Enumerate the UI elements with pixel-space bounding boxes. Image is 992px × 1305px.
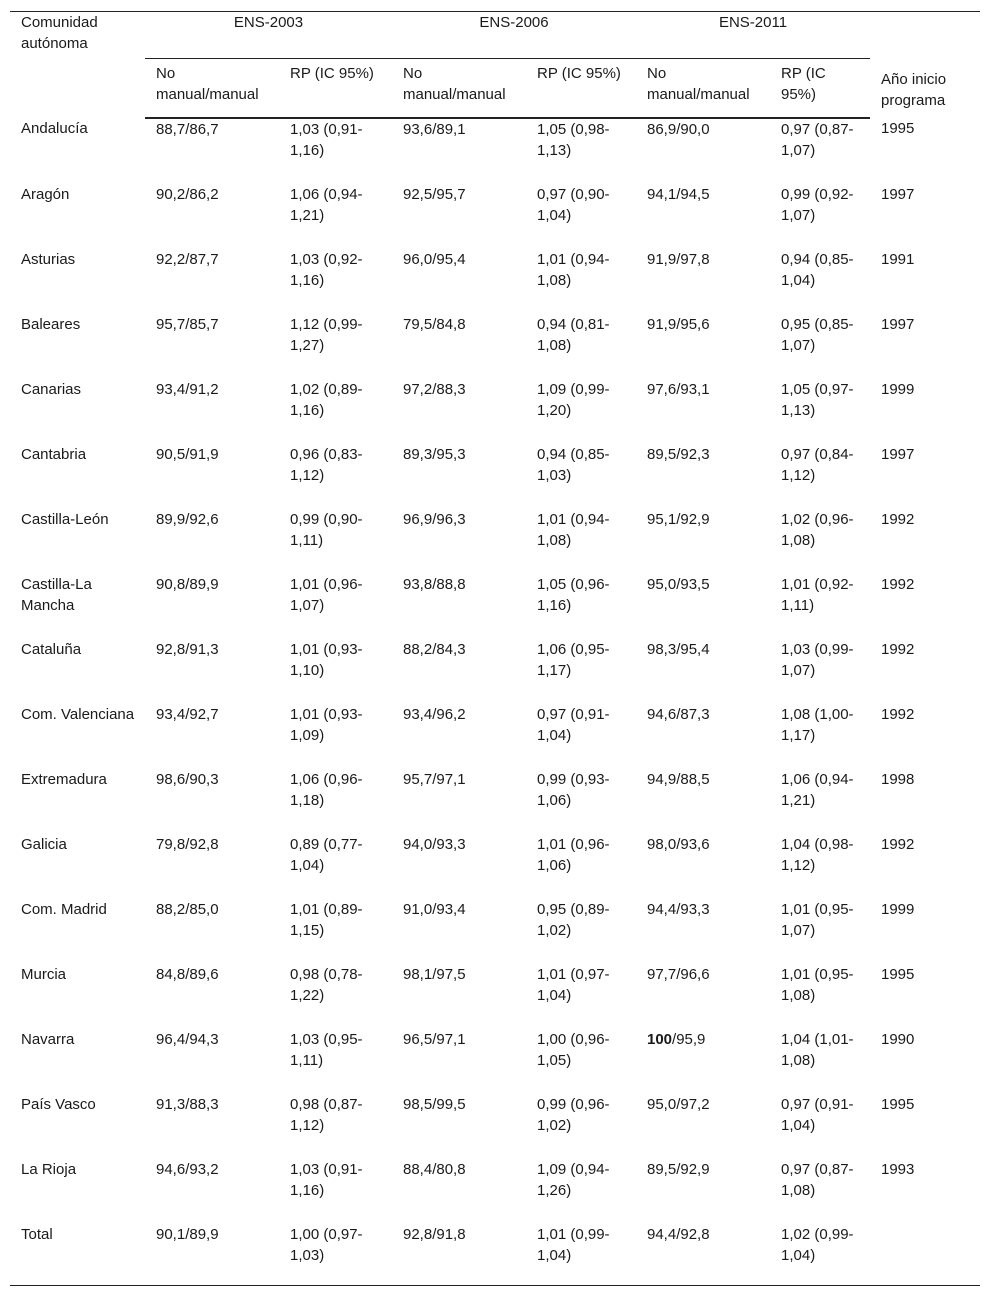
cell-year: 1997 bbox=[881, 186, 915, 203]
cell-r2003: 84,8/89,6 bbox=[156, 966, 219, 983]
cell-year: 1999 bbox=[881, 901, 915, 918]
cell-rp2011: 0,97 (0,91-1,04) bbox=[781, 1096, 854, 1134]
cell-rp2006: 1,05 (0,98-1,13) bbox=[537, 121, 610, 159]
cell-rp2003: 1,00 (0,97-1,03) bbox=[290, 1226, 363, 1264]
cell-r2011: 94,1/94,5 bbox=[647, 186, 710, 203]
cell-name: Castilla-La Mancha bbox=[21, 576, 92, 614]
header-row-sub bbox=[10, 63, 980, 118]
cell-r2011: 91,9/95,6 bbox=[647, 316, 710, 333]
cell-r2003: 90,1/89,9 bbox=[156, 1226, 219, 1243]
cell-year: 1990 bbox=[881, 1031, 915, 1048]
cell-r2011: 95,0/97,2 bbox=[647, 1096, 710, 1113]
cell-year: 1995 bbox=[881, 1096, 915, 1113]
cell-r2006: 89,3/95,3 bbox=[403, 446, 466, 463]
cell-r2011: 94,4/92,8 bbox=[647, 1226, 710, 1243]
cell-r2003: 92,8/91,3 bbox=[156, 641, 219, 658]
cell-rp2003: 0,98 (0,78-1,22) bbox=[290, 966, 363, 1004]
cell-r2006: 98,1/97,5 bbox=[403, 966, 466, 983]
cell-r2003: 90,5/91,9 bbox=[156, 446, 219, 463]
cell-rp2006: 1,01 (0,94-1,08) bbox=[537, 511, 610, 549]
cell-rp2006: 1,05 (0,96-1,16) bbox=[537, 576, 610, 614]
header-start-year: Año inicio programa bbox=[881, 71, 947, 109]
cell-rp2006: 1,01 (0,94-1,08) bbox=[537, 251, 610, 289]
table-row bbox=[10, 1094, 980, 1159]
cell-year: 1992 bbox=[881, 706, 915, 723]
cell-rp2003: 1,01 (0,93-1,10) bbox=[290, 641, 363, 679]
cell-year: 1992 bbox=[881, 836, 915, 853]
data-table bbox=[10, 11, 980, 1286]
cell-r2006: 88,4/80,8 bbox=[403, 1161, 466, 1178]
cell-r2006: 94,0/93,3 bbox=[403, 836, 466, 853]
cell-r2011: 95,1/92,9 bbox=[647, 511, 710, 528]
cell-rp2006: 0,94 (0,85-1,03) bbox=[537, 446, 610, 484]
cell-r2006: 96,9/96,3 bbox=[403, 511, 466, 528]
cell-r2003: 95,7/85,7 bbox=[156, 316, 219, 333]
cell-name: Baleares bbox=[21, 316, 81, 333]
cell-r2006: 96,5/97,1 bbox=[403, 1031, 466, 1048]
cell-rp2003: 1,03 (0,91-1,16) bbox=[290, 121, 363, 159]
cell-r2003: 92,2/87,7 bbox=[156, 251, 219, 268]
cell-r2003: 88,7/86,7 bbox=[156, 121, 219, 138]
cell-r2011: 91,9/97,8 bbox=[647, 251, 710, 268]
cell-rp2011: 1,05 (0,97-1,13) bbox=[781, 381, 854, 419]
cell-year: 1992 bbox=[881, 576, 915, 593]
cell-r2003: 91,3/88,3 bbox=[156, 1096, 219, 1113]
cell-r2011: 94,4/93,3 bbox=[647, 901, 710, 918]
table-row bbox=[10, 1029, 980, 1094]
cell-rp2006: 0,94 (0,81-1,08) bbox=[537, 316, 610, 354]
cell-r2011: 94,6/87,3 bbox=[647, 706, 710, 723]
cell-name: Cantabria bbox=[21, 446, 87, 463]
table-row bbox=[10, 574, 980, 639]
cell-rp2003: 1,06 (0,96-1,18) bbox=[290, 771, 363, 809]
table-row bbox=[10, 379, 980, 444]
cell-name: Extremadura bbox=[21, 771, 107, 788]
cell-rp2003: 1,06 (0,94-1,21) bbox=[290, 186, 363, 224]
cell-r2006: 79,5/84,8 bbox=[403, 316, 466, 333]
cell-rp2011: 1,04 (1,01-1,08) bbox=[781, 1031, 854, 1069]
cell-name: Andalucía bbox=[21, 120, 88, 137]
cell-r2006: 91,0/93,4 bbox=[403, 901, 466, 918]
cell-r2003: 79,8/92,8 bbox=[156, 836, 219, 853]
cell-rp2011: 1,01 (0,95-1,07) bbox=[781, 901, 854, 939]
header-group-2003: ENS-2003 bbox=[145, 12, 392, 64]
cell-r2003: 89,9/92,6 bbox=[156, 511, 219, 528]
cell-name: Com. Madrid bbox=[21, 901, 107, 918]
cell-year: 1997 bbox=[881, 316, 915, 333]
header-rp-2011: RP (IC 95%) bbox=[770, 63, 870, 118]
cell-name: Murcia bbox=[21, 966, 67, 983]
cell-rp2011: 1,08 (1,00-1,17) bbox=[781, 706, 854, 744]
cell-year bbox=[870, 1224, 980, 1286]
cell-rp2006: 1,06 (0,95-1,17) bbox=[537, 641, 610, 679]
cell-r2011: 89,5/92,3 bbox=[647, 446, 710, 463]
cell-rp2011: 1,03 (0,99-1,07) bbox=[781, 641, 854, 679]
cell-name: Asturias bbox=[21, 251, 76, 268]
cell-year: 1995 bbox=[881, 966, 915, 983]
table-row bbox=[10, 118, 980, 184]
cell-year: 1998 bbox=[881, 771, 915, 788]
cell-r2003: 93,4/91,2 bbox=[156, 381, 219, 398]
cell-r2011: 89,5/92,9 bbox=[647, 1161, 710, 1178]
cell-rp2006: 1,09 (0,94-1,26) bbox=[537, 1161, 610, 1199]
cell-rp2011: 1,01 (0,95-1,08) bbox=[781, 966, 854, 1004]
cell-year: 1995 bbox=[881, 120, 915, 137]
table-row bbox=[10, 314, 980, 379]
cell-rp2003: 1,03 (0,95-1,11) bbox=[290, 1031, 363, 1069]
cell-r2011: 97,6/93,1 bbox=[647, 381, 710, 398]
cell-rp2011: 0,97 (0,87-1,08) bbox=[781, 1161, 854, 1199]
cell-r2006: 93,4/96,2 bbox=[403, 706, 466, 723]
cell-r2006: 95,7/97,1 bbox=[403, 771, 466, 788]
cell-r2006: 92,8/91,8 bbox=[403, 1226, 466, 1243]
cell-rp2011: 0,97 (0,84-1,12) bbox=[781, 446, 854, 484]
cell-r2006: 97,2/88,3 bbox=[403, 381, 466, 398]
cell-rp2011: 1,04 (0,98-1,12) bbox=[781, 836, 854, 874]
table-row bbox=[10, 444, 980, 509]
cell-rp2003: 1,01 (0,93-1,09) bbox=[290, 706, 363, 744]
cell-rp2003: 0,99 (0,90-1,11) bbox=[290, 511, 363, 549]
cell-name: Galicia bbox=[21, 836, 67, 853]
cell-rp2006: 1,01 (0,96-1,06) bbox=[537, 836, 610, 874]
table-row bbox=[10, 639, 980, 704]
table-row bbox=[10, 184, 980, 249]
cell-rp2006: 0,97 (0,91-1,04) bbox=[537, 706, 610, 744]
cell-rp2003: 0,98 (0,87-1,12) bbox=[290, 1096, 363, 1134]
cell-rp2011: 1,02 (0,99-1,04) bbox=[781, 1226, 854, 1264]
cell-rp2011: 0,97 (0,87-1,07) bbox=[781, 121, 854, 159]
cell-rp2006: 1,01 (0,99-1,04) bbox=[537, 1226, 610, 1264]
cell-name: Com. Valenciana bbox=[21, 706, 135, 723]
cell-r2003: 88,2/85,0 bbox=[156, 901, 219, 918]
cell-rp2006: 0,99 (0,93-1,06) bbox=[537, 771, 610, 809]
cell-rp2006: 1,09 (0,99-1,20) bbox=[537, 381, 610, 419]
table-row bbox=[10, 964, 980, 1029]
cell-year: 1993 bbox=[881, 1161, 915, 1178]
cell-r2011: 94,9/88,5 bbox=[647, 771, 710, 788]
cell-r2011 bbox=[636, 1029, 770, 1094]
cell-rp2006: 1,01 (0,97-1,04) bbox=[537, 966, 610, 1004]
cell-name: La Rioja bbox=[21, 1161, 77, 1178]
header-row-groups bbox=[10, 12, 980, 64]
cell-rp2011: 0,94 (0,85-1,04) bbox=[781, 251, 854, 289]
cell-r2011: 98,0/93,6 bbox=[647, 836, 710, 853]
cell-rp2006: 0,95 (0,89-1,02) bbox=[537, 901, 610, 939]
cell-name: Aragón bbox=[21, 186, 70, 203]
cell-name: Navarra bbox=[21, 1031, 75, 1048]
cell-rp2003: 0,96 (0,83-1,12) bbox=[290, 446, 363, 484]
cell-name: Canarias bbox=[21, 381, 82, 398]
cell-year: 1992 bbox=[881, 511, 915, 528]
cell-name: Castilla-León bbox=[21, 511, 109, 528]
cell-rp2006: 0,97 (0,90-1,04) bbox=[537, 186, 610, 224]
table-row bbox=[10, 1159, 980, 1224]
cell-rp2006: 0,99 (0,96-1,02) bbox=[537, 1096, 610, 1134]
cell-r2011: 95,0/93,5 bbox=[647, 576, 710, 593]
cell-name: Total bbox=[21, 1226, 53, 1243]
cell-bold-part: 100 bbox=[647, 1031, 673, 1048]
cell-r2006: 93,8/88,8 bbox=[403, 576, 466, 593]
cell-rp2011: 0,99 (0,92-1,07) bbox=[781, 186, 854, 224]
table-body bbox=[10, 118, 980, 1286]
cell-r2011: 98,3/95,4 bbox=[647, 641, 710, 658]
table-row bbox=[10, 509, 980, 574]
cell-rp2011: 0,95 (0,85-1,07) bbox=[781, 316, 854, 354]
table-row bbox=[10, 1224, 980, 1286]
cell-name: País Vasco bbox=[21, 1096, 96, 1113]
header-ratio-2011: No manual/manual bbox=[636, 63, 770, 118]
cell-year: 1992 bbox=[881, 641, 915, 658]
cell-rp2003: 1,01 (0,89-1,15) bbox=[290, 901, 363, 939]
header-ratio-2003: No manual/manual bbox=[145, 63, 279, 118]
cell-rp2003: 1,03 (0,91-1,16) bbox=[290, 1161, 363, 1199]
header-group-2011: ENS-2011 bbox=[636, 12, 870, 64]
header-ratio-2006: No manual/manual bbox=[392, 63, 526, 118]
cell-r2003: 93,4/92,7 bbox=[156, 706, 219, 723]
table-row bbox=[10, 769, 980, 834]
cell-year: 1999 bbox=[881, 381, 915, 398]
cell-r2003: 98,6/90,3 bbox=[156, 771, 219, 788]
table-row bbox=[10, 899, 980, 964]
cell-r2006: 98,5/99,5 bbox=[403, 1096, 466, 1113]
cell-year: 1997 bbox=[881, 446, 915, 463]
cell-r2006: 88,2/84,3 bbox=[403, 641, 466, 658]
cell-rest-part: /95,9 bbox=[672, 1031, 706, 1048]
cell-rp2003: 0,89 (0,77-1,04) bbox=[290, 836, 363, 874]
cell-name: Cataluña bbox=[21, 641, 82, 658]
cell-r2011: 86,9/90,0 bbox=[647, 121, 710, 138]
cell-r2003: 96,4/94,3 bbox=[156, 1031, 219, 1048]
cell-rp2003: 1,12 (0,99-1,27) bbox=[290, 316, 363, 354]
header-community: Comunidad autónoma bbox=[21, 14, 98, 52]
cell-rp2011: 1,01 (0,92-1,11) bbox=[781, 576, 854, 614]
cell-rp2011: 1,06 (0,94-1,21) bbox=[781, 771, 854, 809]
table-row bbox=[10, 834, 980, 899]
cell-r2003: 90,8/89,9 bbox=[156, 576, 219, 593]
header-rp-2003: RP (IC 95%) bbox=[279, 63, 392, 118]
cell-r2011: 97,7/96,6 bbox=[647, 966, 710, 983]
cell-rp2003: 1,03 (0,92-1,16) bbox=[290, 251, 363, 289]
header-rp-2006: RP (IC 95%) bbox=[526, 63, 636, 118]
cell-rp2011: 1,02 (0,96-1,08) bbox=[781, 511, 854, 549]
header-group-2006: ENS-2006 bbox=[392, 12, 636, 64]
cell-r2003: 94,6/93,2 bbox=[156, 1161, 219, 1178]
cell-r2006: 93,6/89,1 bbox=[403, 121, 466, 138]
cell-rp2003: 1,02 (0,89-1,16) bbox=[290, 381, 363, 419]
cell-r2006: 96,0/95,4 bbox=[403, 251, 466, 268]
cell-r2006: 92,5/95,7 bbox=[403, 186, 466, 203]
cell-rp2006: 1,00 (0,96-1,05) bbox=[537, 1031, 610, 1069]
table-row bbox=[10, 249, 980, 314]
cell-rp2003: 1,01 (0,96-1,07) bbox=[290, 576, 363, 614]
cell-r2003: 90,2/86,2 bbox=[156, 186, 219, 203]
table-row bbox=[10, 704, 980, 769]
cell-year: 1991 bbox=[881, 251, 915, 268]
